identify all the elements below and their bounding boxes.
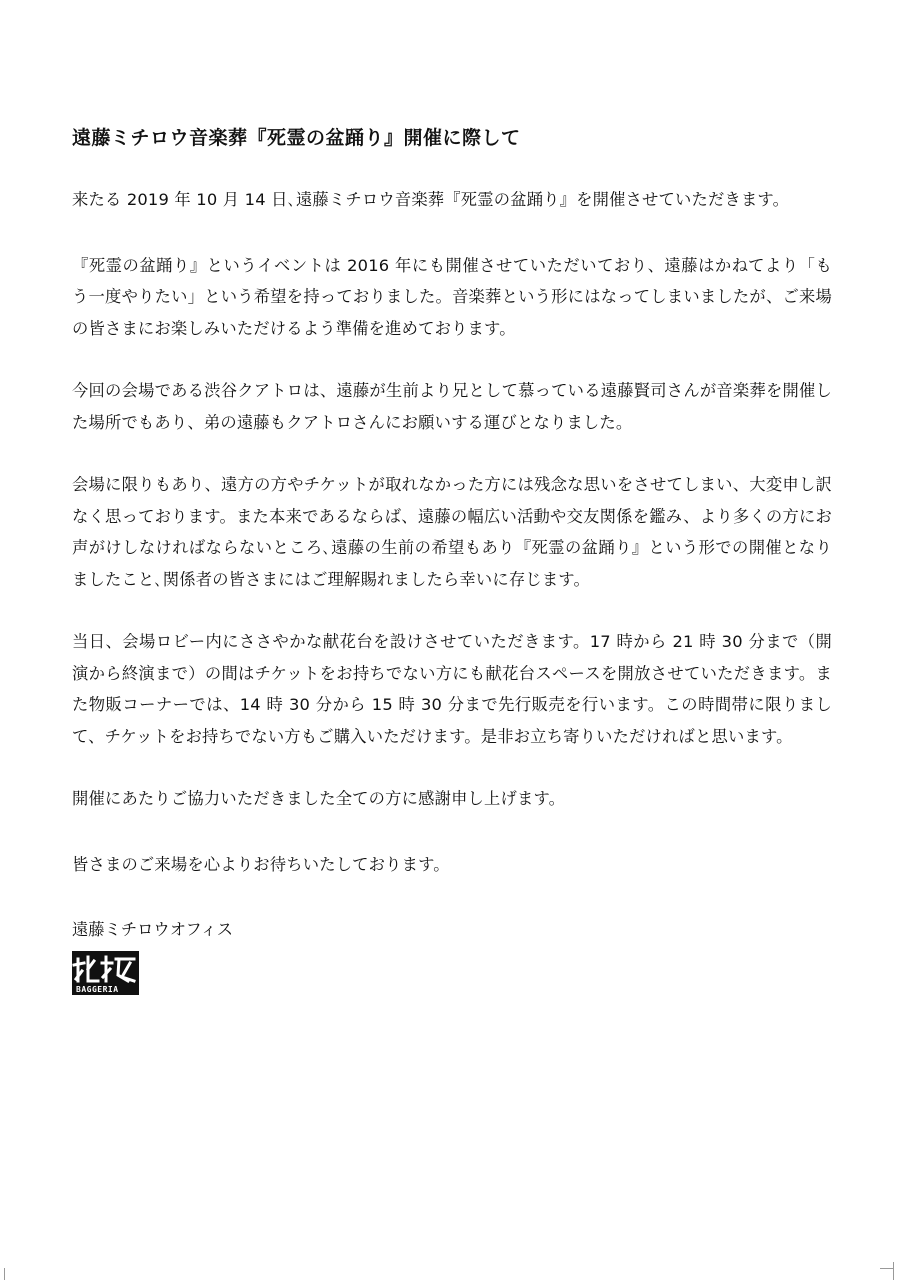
paragraph-apology: 会場に限りもあり、遠方の方やチケットが取れなかった方には残念な思いをさせてしまい、大変申し訳なく思っております。また本来であるならば、遠藤の幅広い活動や交友関係を鑑み、より多くの方にお声がけしなければならないところ､遠藤の生前の希望もあり『死霊の盆踊り』という形での開催となりましたこと､関係者の皆さまにはご理解賜れましたら幸いに存じます。: [72, 475, 832, 589]
crop-mark-right-h: [880, 1268, 894, 1269]
document-title: 遠藤ミチロウ音楽葬『死霊の盆踊り』開催に際して: [72, 127, 521, 149]
paragraph-event-history: 『死霊の盆踊り』というイベントは 2016 年にも開催させていただいており、遠藤はかねてより「もう一度やりたい」という希望を持っておりました。音楽葬という形にはなってしまいましたが、ご来場の皆さまにお楽しみいただけるよう準備を進めております。: [72, 255, 832, 338]
paragraph-venue: 今回の会場である渋谷クアトロは、遠藤が生前より兄として慕っている遠藤賢司さんが音楽葬を開催した場所でもあり、弟の遠藤もクアトロさんにお願いする運びとなりました。: [72, 381, 832, 432]
crop-mark-right: [893, 1262, 894, 1280]
paragraph-date: 来たる 2019 年 10 月 14 日､遠藤ミチロウ音楽葬『死霊の盆踊り』を開催させていただきます。: [72, 190, 790, 209]
signature: 遠藤ミチロウオフィス: [72, 920, 234, 939]
paragraph-day-details: 当日、会場ロビー内にささやかな献花台を設けさせていただきます。17 時から 21 時 30 分まで（開演から終演まで）の間はチケットをお持ちでない方にも献花台スペースを開放させていただきます。また物販コーナーでは、14 時 30 分から 15 時 30 分まで先行販売を行います。この時間帯に限りまして、チケットをお持ちでない方もご購入いただけます。是非お立ち寄りいただければと思います。: [72, 632, 832, 746]
paragraph-welcome: 皆さまのご来場を心よりお待ちいたしております。: [72, 854, 450, 874]
paragraph-thanks: 開催にあたりご協力いただきました全ての方に感謝申し上げます。: [72, 789, 566, 808]
document-page: [72, 122, 832, 995]
logo-text: BAGGERIA: [76, 985, 119, 994]
crop-mark-left: [4, 1268, 5, 1280]
baggeria-logo-icon: [72, 951, 139, 995]
